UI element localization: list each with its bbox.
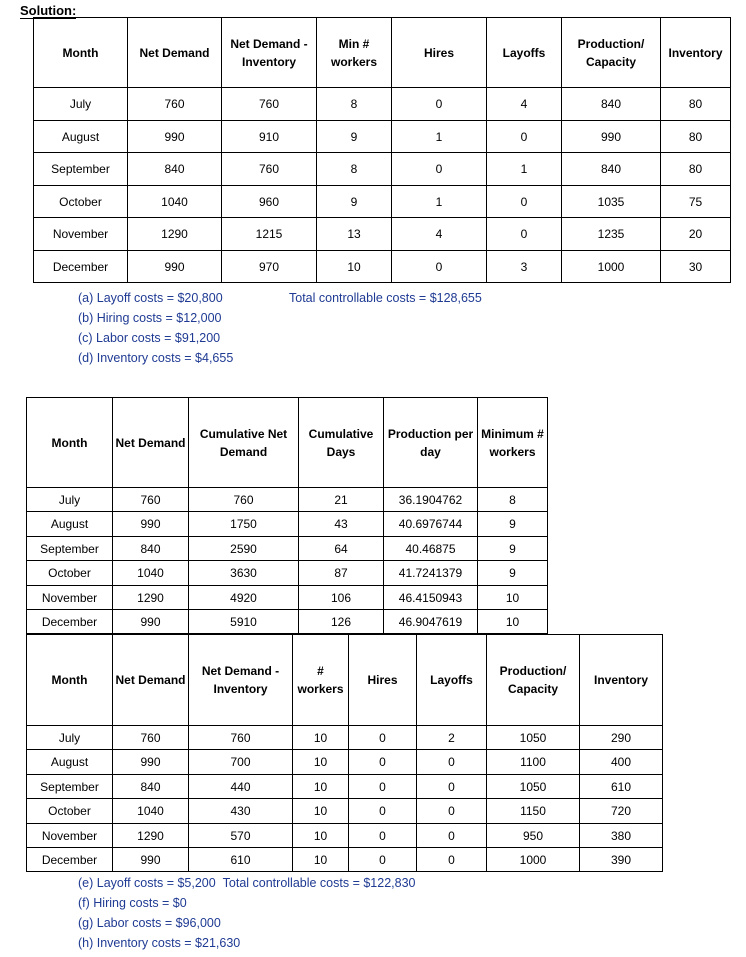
t3-header-layoffs: Layoffs — [417, 635, 487, 726]
table-cell: 1 — [392, 186, 487, 218]
table-cell: 1 — [487, 153, 562, 186]
table-cell: July — [27, 488, 113, 512]
table-cell: 80 — [661, 153, 731, 186]
table-cell: July — [27, 726, 113, 750]
table-cell: 990 — [128, 251, 222, 283]
table-cell: 0 — [417, 799, 487, 824]
table-cell: November — [27, 586, 113, 610]
t2-header-cumulative-days: Cumulative Days — [299, 398, 384, 488]
table-cell: 0 — [417, 824, 487, 848]
table-cell: November — [34, 218, 128, 251]
t1-header-inventory: Inventory — [661, 18, 731, 88]
table-cell: 1040 — [128, 186, 222, 218]
table-cell: 0 — [417, 750, 487, 775]
table-row — [34, 88, 731, 121]
table-cell: August — [34, 121, 128, 153]
t2-header-cumulative-net-demand: Cumulative Net Demand — [189, 398, 299, 488]
table-cell: 41.7241379 — [384, 561, 478, 586]
table-row — [34, 121, 731, 153]
table-cell: 0 — [487, 121, 562, 153]
table-cell: 43 — [299, 512, 384, 537]
table-cell: 0 — [349, 750, 417, 775]
table-cell: 1 — [392, 121, 487, 153]
t1-header-production-capacity: Production/ Capacity — [562, 18, 661, 88]
table-cell: 46.4150943 — [384, 586, 478, 610]
table-cell: August — [27, 512, 113, 537]
table-cell: December — [34, 251, 128, 283]
table-cell: 1150 — [487, 799, 580, 824]
table-cell: 5910 — [189, 610, 299, 634]
table-cell: 760 — [189, 726, 293, 750]
table-cell: 1000 — [562, 251, 661, 283]
table-cell: 760 — [222, 153, 317, 186]
table-cell: 430 — [189, 799, 293, 824]
t3-header-inventory: Inventory — [580, 635, 663, 726]
table-cell: 40.46875 — [384, 537, 478, 561]
aggregate-plan-table-2 — [26, 397, 548, 634]
table-cell: 8 — [317, 88, 392, 121]
table-cell: 9 — [317, 186, 392, 218]
t1-header-layoffs: Layoffs — [487, 18, 562, 88]
t1-header-month: Month — [34, 18, 128, 88]
table-cell: 760 — [189, 488, 299, 512]
table-cell: 700 — [189, 750, 293, 775]
table-row — [27, 726, 663, 750]
table-cell: 990 — [113, 750, 189, 775]
t3-header-hires: Hires — [349, 635, 417, 726]
table-cell: 960 — [222, 186, 317, 218]
t2-header-month: Month — [27, 398, 113, 488]
note-inventory-costs: (h) Inventory costs = $21,630 — [78, 936, 241, 950]
table-cell: 990 — [128, 121, 222, 153]
table-row — [27, 799, 663, 824]
cost-notes-2 — [78, 873, 416, 953]
table-cell: 990 — [113, 848, 189, 872]
table-cell: 1050 — [487, 726, 580, 750]
t1-header-min-workers: Min # workers — [317, 18, 392, 88]
table-cell: 10 — [478, 586, 548, 610]
table-cell: 0 — [349, 726, 417, 750]
aggregate-plan-table-1 — [33, 17, 731, 283]
table-cell: 990 — [562, 121, 661, 153]
table-cell: 75 — [661, 186, 731, 218]
table-cell: 106 — [299, 586, 384, 610]
table-cell: 1290 — [128, 218, 222, 251]
table-cell: 910 — [222, 121, 317, 153]
table-cell: 30 — [661, 251, 731, 283]
table-cell: 610 — [580, 775, 663, 799]
table-cell: 0 — [392, 88, 487, 121]
table-cell: October — [27, 799, 113, 824]
table-cell: October — [34, 186, 128, 218]
table-row — [27, 561, 548, 586]
table-cell: 1235 — [562, 218, 661, 251]
table-cell: 570 — [189, 824, 293, 848]
table-cell: 9 — [478, 561, 548, 586]
table-cell: 10 — [317, 251, 392, 283]
table-cell: 0 — [487, 186, 562, 218]
table-cell: 440 — [189, 775, 293, 799]
table-row — [27, 537, 548, 561]
table-row — [27, 848, 663, 872]
t2-header-net-demand: Net Demand — [113, 398, 189, 488]
table-row — [27, 488, 548, 512]
t3-header-production-capacity: Production/ Capacity — [487, 635, 580, 726]
table-row — [27, 512, 548, 537]
t3-header-month: Month — [27, 635, 113, 726]
table-cell: August — [27, 750, 113, 775]
table-cell: 10 — [293, 775, 349, 799]
table-cell: 760 — [113, 726, 189, 750]
table-cell: 1040 — [113, 561, 189, 586]
t1-header-net-demand-inventory: Net Demand - Inventory — [222, 18, 317, 88]
table-cell: 390 — [580, 848, 663, 872]
note-layoff-costs — [78, 873, 416, 893]
table-cell: 0 — [417, 775, 487, 799]
table-row — [34, 153, 731, 186]
table-row — [27, 586, 548, 610]
table-cell: 1050 — [487, 775, 580, 799]
table-row — [27, 610, 548, 634]
table-cell: 8 — [478, 488, 548, 512]
table-cell: 4 — [392, 218, 487, 251]
table-cell: 80 — [661, 88, 731, 121]
table-cell: 80 — [661, 121, 731, 153]
table-cell: 0 — [487, 218, 562, 251]
table-cell: 10 — [293, 750, 349, 775]
table-cell: 840 — [113, 775, 189, 799]
table-row — [34, 186, 731, 218]
table-cell: 380 — [580, 824, 663, 848]
table-cell: September — [34, 153, 128, 186]
t3-header-workers: # workers — [293, 635, 349, 726]
table-cell: 840 — [113, 537, 189, 561]
table-cell: 9 — [478, 512, 548, 537]
table-cell: 64 — [299, 537, 384, 561]
table-row — [34, 218, 731, 251]
table-cell: 8 — [317, 153, 392, 186]
table-cell: 760 — [113, 488, 189, 512]
table-cell: 9 — [317, 121, 392, 153]
table-cell: 36.1904762 — [384, 488, 478, 512]
table-row — [27, 824, 663, 848]
table-cell: 2590 — [189, 537, 299, 561]
t1-header-hires: Hires — [392, 18, 487, 88]
table-cell: 400 — [580, 750, 663, 775]
solution-heading: Solution: — [20, 3, 77, 18]
table-cell: November — [27, 824, 113, 848]
total-controllable-costs-1: Total controllable costs = $128,655 — [289, 291, 482, 305]
table-cell: 21 — [299, 488, 384, 512]
table-cell: 10 — [478, 610, 548, 634]
table-cell: 126 — [299, 610, 384, 634]
note-hiring-costs: (b) Hiring costs = $12,000 — [78, 311, 222, 325]
table-cell: 760 — [128, 88, 222, 121]
table-cell: 0 — [392, 153, 487, 186]
note-layoff-costs-text: (e) Layoff costs = $5,200 — [78, 876, 216, 890]
table-cell: 20 — [661, 218, 731, 251]
t2-header-production-per-day: Production per day — [384, 398, 478, 488]
table-cell: 990 — [113, 610, 189, 634]
table-cell: July — [34, 88, 128, 121]
table-cell: 13 — [317, 218, 392, 251]
note-inventory-costs: (d) Inventory costs = $4,655 — [78, 351, 234, 365]
t3-header-net-demand: Net Demand — [113, 635, 189, 726]
table-cell: 720 — [580, 799, 663, 824]
table-cell: October — [27, 561, 113, 586]
table-cell: 3630 — [189, 561, 299, 586]
table-cell: 0 — [349, 775, 417, 799]
total-controllable-costs-2: Total controllable costs = $122,830 — [222, 876, 416, 890]
table-cell: 0 — [349, 824, 417, 848]
table-cell: December — [27, 610, 113, 634]
table-cell: 10 — [293, 799, 349, 824]
table-cell: 9 — [478, 537, 548, 561]
table-cell: 0 — [349, 799, 417, 824]
table-cell: December — [27, 848, 113, 872]
table-cell: 610 — [189, 848, 293, 872]
table-cell: 4 — [487, 88, 562, 121]
table-row — [27, 775, 663, 799]
table-cell: 46.9047619 — [384, 610, 478, 634]
table-cell: 40.6976744 — [384, 512, 478, 537]
table-cell: 990 — [113, 512, 189, 537]
cost-notes-1 — [78, 288, 233, 368]
table-cell: 760 — [222, 88, 317, 121]
table-cell: 0 — [349, 848, 417, 872]
table-cell: 290 — [580, 726, 663, 750]
table-cell: 840 — [562, 88, 661, 121]
table-cell: 1000 — [487, 848, 580, 872]
table-cell: 1750 — [189, 512, 299, 537]
aggregate-plan-table-3 — [26, 634, 663, 872]
table-cell: 2 — [417, 726, 487, 750]
table-cell: September — [27, 775, 113, 799]
table-cell: September — [27, 537, 113, 561]
note-layoff-costs: (a) Layoff costs = $20,800 — [78, 291, 223, 305]
t2-header-minimum-workers: Minimum # workers — [478, 398, 548, 488]
table-cell: 1290 — [113, 586, 189, 610]
table-row — [34, 251, 731, 283]
table-cell: 1100 — [487, 750, 580, 775]
t3-header-net-demand-inventory: Net Demand - Inventory — [189, 635, 293, 726]
t1-header-net-demand: Net Demand — [128, 18, 222, 88]
note-hiring-costs: (f) Hiring costs = $0 — [78, 896, 187, 910]
table-cell: 840 — [562, 153, 661, 186]
table-cell: 1040 — [113, 799, 189, 824]
table-cell: 970 — [222, 251, 317, 283]
table-cell: 0 — [417, 848, 487, 872]
table-cell: 1035 — [562, 186, 661, 218]
table-cell: 10 — [293, 848, 349, 872]
table-cell: 0 — [392, 251, 487, 283]
table-cell: 1215 — [222, 218, 317, 251]
table-row — [27, 750, 663, 775]
table-cell: 4920 — [189, 586, 299, 610]
note-labor-costs: (c) Labor costs = $91,200 — [78, 331, 221, 345]
table-cell: 10 — [293, 726, 349, 750]
table-cell: 87 — [299, 561, 384, 586]
note-labor-costs: (g) Labor costs = $96,000 — [78, 916, 221, 930]
table-cell: 840 — [128, 153, 222, 186]
table-cell: 950 — [487, 824, 580, 848]
table-cell: 10 — [293, 824, 349, 848]
table-cell: 1290 — [113, 824, 189, 848]
table-cell: 3 — [487, 251, 562, 283]
